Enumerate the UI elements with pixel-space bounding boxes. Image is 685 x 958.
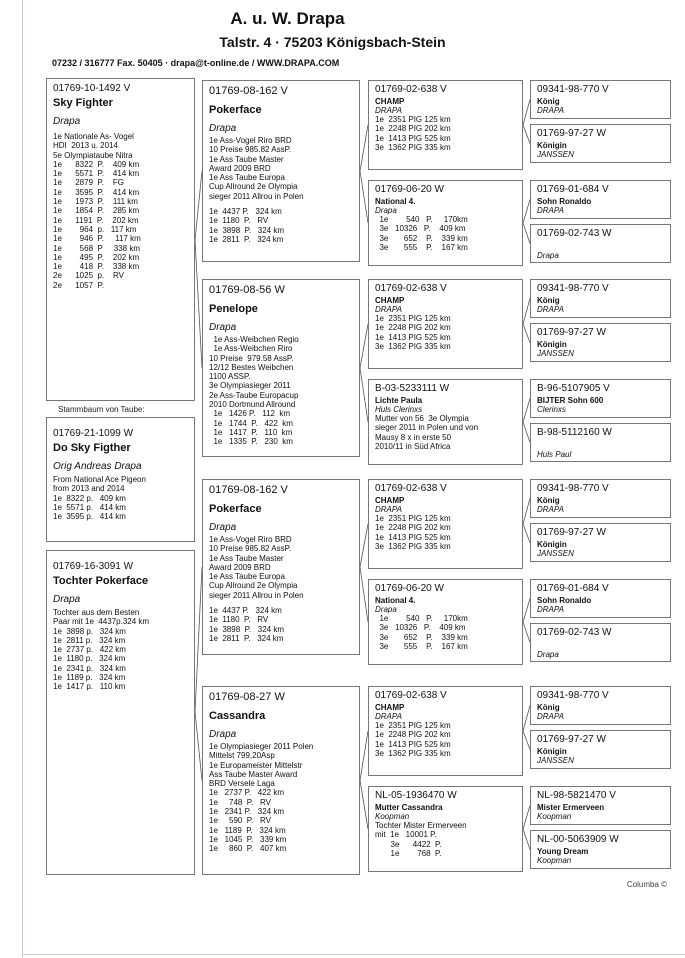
result-line: 1e Olympiasieger 2011 Polen xyxy=(209,742,314,751)
pigeon-name: Lichte Paula xyxy=(375,396,423,405)
result-line: 1e 1417 P. 110 km xyxy=(209,427,293,437)
great-grandparent-card-13 xyxy=(530,730,671,769)
pigeon-breeder: DRAPA xyxy=(375,106,402,115)
sire-dam-card-1 xyxy=(202,279,360,457)
pigeon-name: Königin xyxy=(537,141,567,150)
result-line: 10 Preise 979.58 AssP. xyxy=(209,353,294,363)
result-line: 1e 568 P 338 km xyxy=(53,243,141,253)
result-line: 1e Ass-Weibchen Riro xyxy=(209,344,293,354)
pigeon-ring: 09341-98-770 V xyxy=(537,84,609,95)
sire-dam-card-0 xyxy=(202,80,360,262)
result-line: 1e 748 P. RV xyxy=(209,797,271,807)
pigeon-breeder: Drapa xyxy=(537,251,559,260)
result-line: 1e Nationale As- Vogel xyxy=(53,132,134,141)
pigeon-ring: 01769-02-743 W xyxy=(537,627,612,638)
result-line: 1e 2811 P. 324 km xyxy=(209,633,284,643)
result-line: 1e 3595 p. 414 km xyxy=(53,512,126,522)
result-line: sieger 2011 Allrou in Polen xyxy=(209,191,304,201)
result-line: sieger 2011 Allrou in Polen xyxy=(209,590,304,600)
pigeon-name: König xyxy=(537,496,560,505)
result-line: 1e 3898 P. 324 km xyxy=(209,225,285,235)
result-line: BRD Versele Laga xyxy=(209,779,275,789)
result-line: 1e 2248 PIG 202 km xyxy=(375,124,451,134)
pigeon-results xyxy=(375,414,516,451)
result-line: Cup Allround 2e Olympia xyxy=(209,182,298,192)
pigeon-ring: 01769-02-638 V xyxy=(375,283,447,294)
result-line: 1e Ass Taube Europa xyxy=(209,173,285,183)
result-line: 3e 652 P. 339 km xyxy=(375,632,468,642)
pedigree-connector xyxy=(523,399,530,423)
result-line: Ass Taube Master Award xyxy=(209,769,298,779)
footer-copyright: Columba © xyxy=(626,880,667,889)
pedigree-connector xyxy=(523,622,530,643)
result-line: Tochter aus dem Besten xyxy=(53,608,140,617)
pedigree-connector xyxy=(523,200,530,224)
pigeon-results xyxy=(375,314,516,351)
pigeon-breeder: Clerinxs xyxy=(537,405,566,414)
result-line: 1e 1973 P. 111 km xyxy=(53,197,138,207)
pigeon-results xyxy=(209,136,353,244)
pigeon-ring: 01769-06-20 W xyxy=(375,583,444,594)
result-line: 2010 Dortmund Allround xyxy=(209,400,296,410)
result-line: 1e 3595 P. 414 km xyxy=(53,187,140,197)
result-line: 1e 540 P. 170km xyxy=(375,614,468,623)
pedigree-connector xyxy=(523,524,530,543)
result-line: 1e 2351 PIG 125 km xyxy=(375,514,451,523)
pigeon-breeder: Koopman xyxy=(537,812,572,821)
pedigree-connector xyxy=(523,299,530,325)
result-line: 12/12 Bestes Weibchen xyxy=(209,362,294,372)
result-line: 1e 1854 P. 285 km xyxy=(53,206,140,216)
pedigree-connector xyxy=(360,731,368,781)
pigeon-breeder: Drapa xyxy=(209,522,237,533)
pigeon-breeder: Drapa xyxy=(375,605,397,614)
pigeon-results xyxy=(375,514,516,551)
pedigree-connector xyxy=(523,422,530,443)
great-grandparent-card-1 xyxy=(530,124,671,163)
result-line: 1e 1180 p. 324 km xyxy=(53,654,126,664)
result-line: 2e 1025 p. RV xyxy=(53,271,125,281)
pigeon-breeder: Koopman xyxy=(537,856,572,865)
pigeon-name: Sohn Ronaldo xyxy=(537,197,592,206)
son-results xyxy=(53,475,188,521)
result-line: 1e 964 p. 117 km xyxy=(53,224,137,234)
pigeon-results xyxy=(209,535,353,643)
result-line: Mittelst 799,20Asp xyxy=(209,751,275,761)
result-line: 3e 1362 PIG 335 km xyxy=(375,541,451,551)
pigeon-name: Königin xyxy=(537,340,567,349)
pigeon-results xyxy=(375,821,516,858)
pigeon-name: CHAMP xyxy=(375,97,405,106)
result-line: 1e 5571 p. 414 km xyxy=(53,502,126,512)
pigeon-ring: 01769-01-684 V xyxy=(537,184,609,195)
result-line: 1e Ass Taube Europa xyxy=(209,572,285,582)
pigeon-ring: 01769-97-27 W xyxy=(537,734,606,745)
result-line: 2e 1057 P. xyxy=(53,280,105,290)
great-grandparent-card-14 xyxy=(530,786,671,825)
great-grandparent-card-6 xyxy=(530,379,671,418)
pigeon-name: König xyxy=(537,296,560,305)
sire-dam-card-3 xyxy=(202,686,360,875)
result-line: 3e 10326 P. 409 km xyxy=(375,623,466,633)
result-line: 1e 2248 PIG 202 km xyxy=(375,323,451,333)
pedigree-connector xyxy=(360,324,368,368)
result-line: from 2013 and 2014 xyxy=(53,484,125,494)
result-line: 1e 2811 P. 324 km xyxy=(209,234,284,244)
pigeon-name: Cassandra xyxy=(209,710,266,722)
subject-pigeon-card xyxy=(46,78,195,401)
result-line: 3e 10326 P. 409 km xyxy=(375,224,466,234)
pigeon-ring: B-98-5112160 W xyxy=(537,427,612,438)
daughter-results xyxy=(53,608,188,692)
result-line: From National Ace Pigeon xyxy=(53,475,146,484)
stammbaum-label: Stammbaum von Taube: xyxy=(58,405,145,414)
result-line: 1e 1189 p. 324 km xyxy=(53,673,126,683)
pigeon-breeder: Huls Paul xyxy=(537,450,572,459)
pedigree-connector xyxy=(523,125,530,144)
grandparent-card-7 xyxy=(368,786,523,872)
result-line: 1e 1426 P. 112 km xyxy=(209,409,291,419)
pigeon-breeder: JANSSEN xyxy=(537,756,574,765)
page-title: A. u. W. Drapa xyxy=(230,9,345,28)
pigeon-name: Young Dream xyxy=(537,847,589,856)
great-grandparent-card-11 xyxy=(530,623,671,662)
son-ring: 01769-21-1099 W xyxy=(53,428,134,439)
great-grandparent-card-0 xyxy=(530,80,671,119)
pigeon-ring: 01769-02-638 V xyxy=(375,84,447,95)
result-line: 3e 1362 PIG 335 km xyxy=(375,748,451,758)
page-contact: 07232 / 316777 Fax. 50405 · drapa@t-online.de / WWW.DRAPA.COM xyxy=(52,58,340,68)
pedigree-connector xyxy=(360,171,368,223)
pigeon-results xyxy=(375,614,516,651)
result-line: 1e Ass Taube Master xyxy=(209,553,284,563)
pigeon-breeder: Huls Clerinxs xyxy=(375,405,423,414)
pigeon-ring: 01769-01-684 V xyxy=(537,583,609,594)
grandparent-card-5 xyxy=(368,579,523,665)
result-line: 1e Ass-Vogel Riro BRD xyxy=(209,136,292,145)
pigeon-results xyxy=(209,335,353,447)
result-line: 1e 1180 P. RV xyxy=(209,615,269,625)
pigeon-ring: 09341-98-770 V xyxy=(537,283,609,294)
daughter-card xyxy=(46,550,195,875)
pigeon-name: Sohn Ronaldo xyxy=(537,596,592,605)
result-line: Cup Allround 2e Olympia xyxy=(209,581,298,591)
great-grandparent-card-7 xyxy=(530,423,671,462)
result-line: 1e 2248 PIG 202 km xyxy=(375,730,451,740)
grandparent-card-6 xyxy=(368,686,523,776)
pigeon-name: Mister Ermerveen xyxy=(537,803,605,812)
pigeon-ring: 01769-02-638 V xyxy=(375,690,447,701)
pigeon-ring: 01769-97-27 W xyxy=(537,128,606,139)
result-line: 1e 590 P. RV xyxy=(209,816,271,826)
grandparent-card-4 xyxy=(368,479,523,569)
result-line: 1e 2351 PIG 125 km xyxy=(375,115,451,124)
pigeon-name: König xyxy=(537,703,560,712)
subject-ring: 01769-10-1492 V xyxy=(53,83,131,94)
pedigree-connector xyxy=(523,706,530,732)
subject-breeder: Drapa xyxy=(53,116,81,127)
result-line: 1e 2811 p. 324 km xyxy=(53,635,126,645)
result-line: 1e 4437 P. 324 km xyxy=(209,606,282,616)
pigeon-breeder: DRAPA xyxy=(537,305,564,314)
grandparent-card-2 xyxy=(368,279,523,369)
pigeon-breeder: Koopman xyxy=(375,812,410,821)
page-address: Talstr. 4 · 75203 Königsbach-Stein xyxy=(219,34,446,50)
pigeon-ring: 01769-06-20 W xyxy=(375,184,444,195)
pigeon-breeder: DRAPA xyxy=(537,106,564,115)
great-grandparent-card-15 xyxy=(530,830,671,869)
pigeon-breeder: JANSSEN xyxy=(537,150,574,159)
result-line: 3e 1362 PIG 335 km xyxy=(375,142,451,152)
result-line: 1e 2351 PIG 125 km xyxy=(375,721,451,730)
result-line: 1e 1413 PIG 525 km xyxy=(375,739,451,749)
pigeon-breeder: Drapa xyxy=(209,729,237,740)
result-line: 1e 1413 PIG 525 km xyxy=(375,133,451,143)
sire-dam-card-2 xyxy=(202,479,360,655)
result-line: 1e 2737 p. 422 km xyxy=(53,645,126,655)
pigeon-name: Mutter Cassandra xyxy=(375,803,443,812)
pigeon-name: CHAMP xyxy=(375,296,405,305)
pigeon-ring: 01769-08-56 W xyxy=(209,284,285,296)
pigeon-name: Königin xyxy=(537,747,567,756)
result-line: 1e Europameister Mittelstr xyxy=(209,760,303,770)
great-grandparent-card-3 xyxy=(530,224,671,263)
great-grandparent-card-2 xyxy=(530,180,671,219)
grandparent-card-3 xyxy=(368,379,523,465)
result-line: 1e 2737 P. 422 km xyxy=(209,788,285,798)
pigeon-name: Penelope xyxy=(209,303,258,315)
result-line: 1e 418 P. 338 km xyxy=(53,262,140,272)
pigeon-ring: B-96-5107905 V xyxy=(537,383,610,394)
result-line: 1e 860 P. 407 km xyxy=(209,844,287,854)
result-line: Paar mit 1e 4437p.324 km xyxy=(53,617,150,627)
result-line: 2010/11 in Süd Africa xyxy=(375,441,451,451)
pigeon-breeder: DRAPA xyxy=(375,712,402,721)
pedigree-connector xyxy=(523,223,530,244)
result-line: 3e 555 P. 167 km xyxy=(375,242,468,252)
result-line: sieger 2011 in Polen und von xyxy=(375,423,479,433)
result-line: 5e Olympiataube Nitra xyxy=(53,150,133,160)
pigeon-name: Pokerface xyxy=(209,503,262,515)
pigeon-breeder: Drapa xyxy=(375,206,397,215)
pigeon-breeder: DRAPA xyxy=(537,206,564,215)
pigeon-breeder: DRAPA xyxy=(537,712,564,721)
pigeon-name: Pokerface xyxy=(209,104,262,116)
result-line: 1e 2341 P. 324 km xyxy=(209,807,285,817)
pedigree-connector xyxy=(523,731,530,750)
page-left-rule xyxy=(22,0,23,958)
pigeon-breeder: Drapa xyxy=(537,650,559,659)
result-line: 1e Ass-Vogel Riro BRD xyxy=(209,535,292,544)
pedigree-connector xyxy=(360,125,368,171)
result-line: 1e 3898 p. 324 km xyxy=(53,626,126,636)
son-card xyxy=(46,417,195,542)
great-grandparent-card-4 xyxy=(530,279,671,318)
pigeon-ring: 01769-02-638 V xyxy=(375,483,447,494)
pigeon-name: National 4. xyxy=(375,596,416,605)
result-line: 1100 ASSP. xyxy=(209,372,251,382)
pigeon-ring: B-03-5233111 W xyxy=(375,383,450,394)
pigeon-ring: 01769-97-27 W xyxy=(537,527,606,538)
great-grandparent-card-5 xyxy=(530,323,671,362)
result-line: 1e 8322 P. 409 km xyxy=(53,159,140,169)
pigeon-results xyxy=(209,742,353,854)
result-line: HDI 2013 u. 2014 xyxy=(53,141,118,151)
result-line: 1e Ass Taube Master xyxy=(209,154,284,164)
pedigree-connector xyxy=(523,806,530,830)
son-name: Do Sky Figther xyxy=(53,442,131,454)
grandparent-card-1 xyxy=(368,180,523,266)
pigeon-ring: 09341-98-770 V xyxy=(537,483,609,494)
pedigree-connector xyxy=(360,781,368,830)
pigeon-ring: NL-05-1936470 W xyxy=(375,790,457,801)
pedigree-connector xyxy=(523,599,530,623)
pigeon-breeder: Drapa xyxy=(209,123,237,134)
great-grandparent-card-8 xyxy=(530,479,671,518)
pigeon-results xyxy=(375,721,516,758)
result-line: 1e 2341 p. 324 km xyxy=(53,663,126,673)
result-line: 1e 1045 P. 339 km xyxy=(209,834,287,844)
result-line: 1e 768 P. xyxy=(375,848,442,858)
pigeon-breeder: DRAPA xyxy=(537,505,564,514)
result-line: 3e 652 P. 339 km xyxy=(375,233,468,243)
result-line: 1e 540 P. 170km xyxy=(375,215,468,224)
result-line: Mutter von 56 3e Olympia xyxy=(375,414,469,423)
daughter-breeder: Drapa xyxy=(53,594,81,605)
pedigree-connector xyxy=(195,712,202,781)
subject-results xyxy=(53,132,188,290)
pigeon-ring: 01769-08-27 W xyxy=(209,691,285,703)
great-grandparent-card-10 xyxy=(530,579,671,618)
result-line: 1e 1335 P. 230 km xyxy=(209,437,293,447)
result-line: 3e Olympiasieger 2011 xyxy=(209,381,291,391)
pigeon-ring: 01769-08-162 V xyxy=(209,484,288,496)
result-line: 1e 4437 P. 324 km xyxy=(209,207,282,217)
pedigree-connector xyxy=(360,368,368,422)
pigeon-results xyxy=(375,115,516,152)
result-line: 1e 5571 P. 414 km xyxy=(53,169,140,179)
result-line: 1e 2879 P. FG xyxy=(53,178,125,188)
result-line: 3e 4422 P. xyxy=(375,839,442,849)
pigeon-name: CHAMP xyxy=(375,496,405,505)
pigeon-results xyxy=(375,215,516,252)
result-line: 1e 1744 P. 422 km xyxy=(209,418,293,428)
pedigree-connector xyxy=(360,524,368,567)
result-line: 1e 1180 P. RV xyxy=(209,216,269,226)
pigeon-ring: 09341-98-770 V xyxy=(537,690,609,701)
pigeon-name: König xyxy=(537,97,560,106)
pigeon-name: BIJTER Sohn 600 xyxy=(537,396,604,405)
page-bottom-rule xyxy=(22,954,685,955)
pedigree-connector xyxy=(195,171,202,240)
result-line: 2e Ass-Taube Europacup xyxy=(209,390,299,400)
pedigree-connector xyxy=(523,499,530,525)
pigeon-breeder: DRAPA xyxy=(375,505,402,514)
result-line: 1e Ass-Weibchen Regio xyxy=(209,335,299,344)
pigeon-name: CHAMP xyxy=(375,703,405,712)
pigeon-ring: 01769-97-27 W xyxy=(537,327,606,338)
daughter-name: Tochter Pokerface xyxy=(53,575,149,587)
pigeon-ring: NL-00-5063909 W xyxy=(537,834,619,845)
pedigree-connector xyxy=(523,324,530,343)
pedigree-connector xyxy=(523,100,530,126)
result-line: 1e 1413 PIG 525 km xyxy=(375,332,451,342)
result-line: mit 1e 10001 P. xyxy=(375,830,437,840)
result-line: 10 Preise 985.82 AssP. xyxy=(209,145,292,155)
pigeon-breeder: Drapa xyxy=(209,322,237,333)
pigeon-breeder: DRAPA xyxy=(537,605,564,614)
result-line: Mausy 8 x in erste 50 xyxy=(375,432,452,442)
pedigree-connector xyxy=(360,567,368,622)
pigeon-ring: NL-98-5821470 V xyxy=(537,790,616,801)
pigeon-breeder: JANSSEN xyxy=(537,549,574,558)
son-breeder: Orig Andreas Drapa xyxy=(53,461,142,472)
pigeon-breeder: JANSSEN xyxy=(537,349,574,358)
result-line: 1e 1191 P. 202 km xyxy=(53,215,139,225)
pedigree-connector xyxy=(523,829,530,850)
result-line: 1e 495 P. 202 km xyxy=(53,252,140,262)
result-line: 3e 555 P. 167 km xyxy=(375,641,468,651)
result-line: 1e 1417 p. 110 km xyxy=(53,682,126,692)
pigeon-ring: 01769-02-743 W xyxy=(537,228,612,239)
result-line: 1e 2248 PIG 202 km xyxy=(375,523,451,533)
great-grandparent-card-12 xyxy=(530,686,671,725)
result-line: 1e 2351 PIG 125 km xyxy=(375,314,451,323)
pigeon-name: Königin xyxy=(537,540,567,549)
pigeon-name: National 4. xyxy=(375,197,416,206)
grandparent-card-0 xyxy=(368,80,523,170)
great-grandparent-card-9 xyxy=(530,523,671,562)
result-line: 1e 3898 P. 324 km xyxy=(209,624,285,634)
pedigree-connector xyxy=(195,567,202,712)
result-line: 3e 1362 PIG 335 km xyxy=(375,341,451,351)
result-line: Award 2009 BRD xyxy=(209,562,271,572)
subject-name: Sky Fighter xyxy=(53,97,113,109)
pigeon-breeder: DRAPA xyxy=(375,305,402,314)
result-line: 1e 946 P. 117 km xyxy=(53,234,141,244)
result-line: 1e 1189 P. 324 km xyxy=(209,825,286,835)
pigeon-ring: 01769-08-162 V xyxy=(209,85,288,97)
result-line: Tochter Mister Ermerveen xyxy=(375,821,467,830)
result-line: Award 2009 BRD xyxy=(209,163,271,173)
result-line: 1e 8322 p. 409 km xyxy=(53,493,126,503)
daughter-ring: 01769-16-3091 W xyxy=(53,561,134,572)
result-line: 10 Preise 985.82 AssP. xyxy=(209,544,292,554)
pedigree-connector xyxy=(195,240,202,368)
result-line: 1e 1413 PIG 525 km xyxy=(375,532,451,542)
